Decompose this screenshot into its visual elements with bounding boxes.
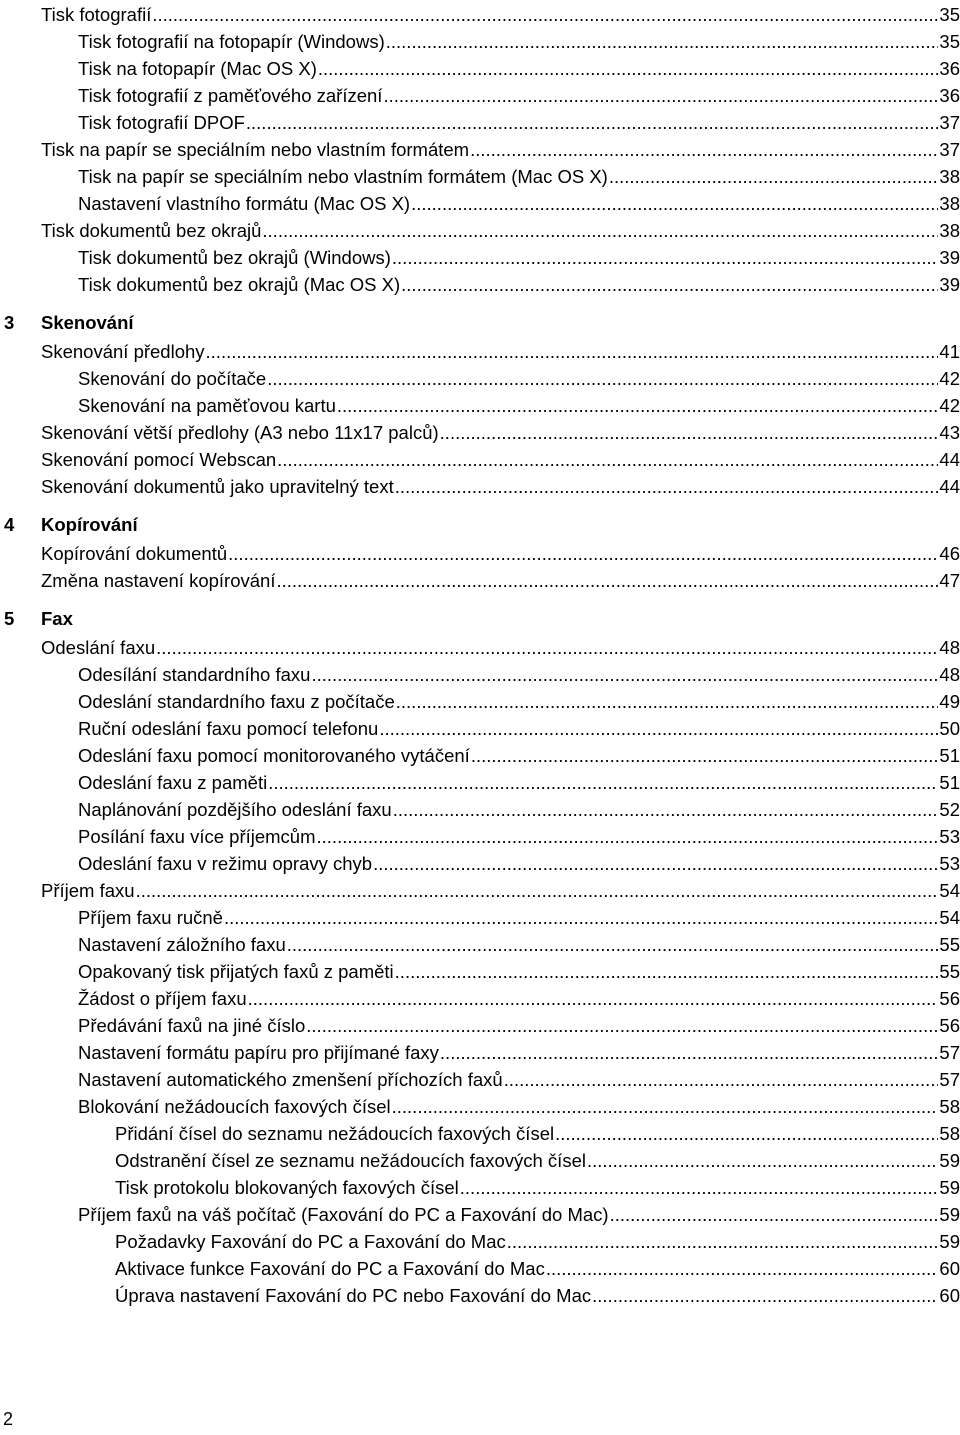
toc-entry-title: Příjem faxů na váš počítač (Faxování do PC a Faxování do Mac) <box>78 1204 609 1225</box>
toc-entry-title: Skenování větší předlohy (A3 nebo 11x17 palců) <box>41 422 439 443</box>
dot-leader <box>318 55 939 82</box>
toc-entry-title: Nastavení formátu papíru pro přijímané faxy <box>78 1042 439 1063</box>
dot-leader <box>373 850 938 877</box>
toc-entry[interactable] <box>0 715 960 742</box>
toc-entry-page: 55 <box>939 934 960 955</box>
chapter-title: Kopírování <box>41 514 138 535</box>
dot-leader <box>411 190 938 217</box>
toc-entry-title: Tisk fotografií <box>41 4 152 25</box>
toc-entry-page: 57 <box>939 1069 960 1090</box>
toc-entry-title: Blokování nežádoucích faxových čísel <box>78 1096 391 1117</box>
toc-entry[interactable] <box>0 419 960 446</box>
toc-entry-page: 60 <box>939 1285 960 1306</box>
toc-entry[interactable] <box>0 904 960 931</box>
toc-entry[interactable] <box>0 392 960 419</box>
toc-entry-title: Tisk fotografií z paměťového zařízení <box>78 85 383 106</box>
toc-entry[interactable] <box>0 1174 960 1201</box>
toc-entry[interactable] <box>0 985 960 1012</box>
toc-entry-title: Odeslání faxu <box>41 637 156 658</box>
toc-entry-title: Tisk na papír se speciálním nebo vlastním formátem (Mac OS X) <box>78 166 608 187</box>
toc-entry[interactable] <box>0 1093 960 1120</box>
toc-entry-title: Skenování dokumentů jako upravitelný text <box>41 476 394 497</box>
toc-entry-title: Odeslání faxu pomocí monitorovaného vytáčení <box>78 745 470 766</box>
toc-entry-page: 36 <box>939 85 960 106</box>
chapter-heading <box>0 308 960 338</box>
dot-leader <box>262 217 938 244</box>
toc-entry-title: Tisk fotografií DPOF <box>78 112 245 133</box>
toc-entry[interactable] <box>0 1282 960 1309</box>
toc-entry[interactable] <box>0 742 960 769</box>
toc-entry-page: 48 <box>939 637 960 658</box>
toc-entry[interactable] <box>0 1120 960 1147</box>
dot-leader <box>228 540 938 567</box>
toc-entry[interactable] <box>0 540 960 567</box>
dot-leader <box>546 1255 939 1282</box>
toc-entry[interactable] <box>0 136 960 163</box>
toc-entry-page: 42 <box>939 395 960 416</box>
toc-entry[interactable] <box>0 1228 960 1255</box>
toc-entry[interactable] <box>0 244 960 271</box>
dot-leader <box>470 136 938 163</box>
chapter-heading <box>0 604 960 634</box>
toc-entry-page: 38 <box>939 193 960 214</box>
toc-entry-page: 57 <box>939 1042 960 1063</box>
dot-leader <box>609 163 939 190</box>
toc-entry-title: Odeslání faxu v režimu opravy chyb <box>78 853 373 874</box>
toc-entry[interactable] <box>0 688 960 715</box>
toc-entry-page: 52 <box>939 799 960 820</box>
toc-entry-title: Požadavky Faxování do PC a Faxování do Mac <box>115 1231 506 1252</box>
toc-entry[interactable] <box>0 931 960 958</box>
dot-leader <box>136 877 939 904</box>
toc-entry[interactable] <box>0 1 960 28</box>
toc-entry-title: Aktivace funkce Faxování do PC a Faxování do Mac <box>115 1258 545 1279</box>
toc-entry[interactable] <box>0 446 960 473</box>
toc-entry-page: 47 <box>939 570 960 591</box>
toc-entry-page: 56 <box>939 988 960 1009</box>
toc-entry-title: Tisk dokumentů bez okrajů <box>41 220 262 241</box>
toc-entry-title: Nastavení vlastního formátu (Mac OS X) <box>78 193 411 214</box>
toc-entry-page: 39 <box>939 247 960 268</box>
toc-entry-page: 49 <box>939 691 960 712</box>
toc-entry[interactable] <box>0 473 960 500</box>
toc-entry[interactable] <box>0 338 960 365</box>
table-of-contents <box>0 1 960 1309</box>
toc-entry[interactable] <box>0 850 960 877</box>
toc-entry[interactable] <box>0 1012 960 1039</box>
dot-leader <box>386 28 939 55</box>
toc-entry[interactable] <box>0 190 960 217</box>
toc-entry-page: 60 <box>939 1258 960 1279</box>
toc-entry-title: Příjem faxu <box>41 880 135 901</box>
chapter-heading <box>0 510 960 540</box>
toc-entry[interactable] <box>0 163 960 190</box>
toc-entry[interactable] <box>0 1066 960 1093</box>
dot-leader <box>395 473 939 500</box>
toc-entry-title: Odeslání standardního faxu z počítače <box>78 691 395 712</box>
toc-entry[interactable] <box>0 1147 960 1174</box>
dot-leader <box>392 244 939 271</box>
toc-entry-title: Skenování pomocí Webscan <box>41 449 277 470</box>
toc-entry-title: Tisk na papír se speciálním nebo vlastním formátem <box>41 139 470 160</box>
dot-leader <box>311 661 938 688</box>
dot-leader <box>267 365 938 392</box>
toc-entry[interactable] <box>0 82 960 109</box>
dot-leader <box>395 958 939 985</box>
toc-entry[interactable] <box>0 217 960 244</box>
toc-entry-title: Nastavení záložního faxu <box>78 934 286 955</box>
toc-entry-page: 44 <box>939 449 960 470</box>
dot-leader <box>504 1066 939 1093</box>
toc-entry-title: Tisk dokumentů bez okrajů (Windows) <box>78 247 391 268</box>
toc-entry-page: 51 <box>939 772 960 793</box>
toc-entry-title: Tisk fotografií na fotopapír (Windows) <box>78 31 385 52</box>
toc-entry-title: Předávání faxů na jiné číslo <box>78 1015 306 1036</box>
toc-entry[interactable] <box>0 365 960 392</box>
toc-entry-page: 53 <box>939 853 960 874</box>
toc-entry-page: 44 <box>939 476 960 497</box>
toc-entry-page: 35 <box>939 4 960 25</box>
toc-entry-page: 35 <box>939 31 960 52</box>
toc-entry-page: 51 <box>939 745 960 766</box>
toc-entry-page: 53 <box>939 826 960 847</box>
toc-entry-title: Žádost o příjem faxu <box>78 988 247 1009</box>
toc-entry[interactable] <box>0 661 960 688</box>
dot-leader <box>206 338 939 365</box>
page-number: 2 <box>3 1409 14 1429</box>
toc-entry-page: 38 <box>939 166 960 187</box>
toc-entry-title: Tisk protokolu blokovaných faxových čísel <box>115 1177 459 1198</box>
toc-entry-page: 59 <box>939 1177 960 1198</box>
toc-entry-title: Skenování předlohy <box>41 341 205 362</box>
dot-leader <box>306 1012 938 1039</box>
chapter-title: Skenování <box>41 312 134 333</box>
toc-entry-page: 58 <box>939 1096 960 1117</box>
dot-leader <box>277 446 938 473</box>
dot-leader <box>246 109 939 136</box>
dot-leader <box>440 1039 939 1066</box>
dot-leader <box>471 742 939 769</box>
dot-leader <box>268 769 938 796</box>
toc-entry-title: Tisk na fotopapír (Mac OS X) <box>78 58 317 79</box>
chapter-number: 4 <box>4 514 15 535</box>
dot-leader <box>379 715 938 742</box>
toc-entry[interactable] <box>0 1255 960 1282</box>
toc-entry-title: Naplánování pozdějšího odeslání faxu <box>78 799 392 820</box>
toc-entry-page: 55 <box>939 961 960 982</box>
toc-entry[interactable] <box>0 271 960 298</box>
toc-entry[interactable] <box>0 109 960 136</box>
toc-entry-page: 41 <box>939 341 960 362</box>
dot-leader <box>317 823 939 850</box>
dot-leader <box>248 985 939 1012</box>
toc-entry-page: 36 <box>939 58 960 79</box>
dot-leader <box>555 1120 938 1147</box>
chapter-number: 3 <box>4 312 15 333</box>
toc-entry-title: Přidání čísel do seznamu nežádoucích faxových čísel <box>115 1123 555 1144</box>
dot-leader <box>224 904 938 931</box>
toc-entry[interactable] <box>0 1039 960 1066</box>
dot-leader <box>337 392 939 419</box>
toc-entry[interactable] <box>0 634 960 661</box>
toc-entry-page: 50 <box>939 718 960 739</box>
toc-entry-title: Skenování do počítače <box>78 368 267 389</box>
toc-entry-page: 54 <box>939 880 960 901</box>
dot-leader <box>587 1147 938 1174</box>
toc-entry[interactable] <box>0 28 960 55</box>
toc-entry[interactable] <box>0 55 960 82</box>
toc-entry-title: Odeslání faxu z paměti <box>78 772 268 793</box>
toc-entry-title: Odstranění čísel ze seznamu nežádoucích faxových čísel <box>115 1150 586 1171</box>
toc-entry-page: 37 <box>939 139 960 160</box>
toc-entry-page: 59 <box>939 1231 960 1252</box>
toc-entry-title: Příjem faxu ručně <box>78 907 223 928</box>
toc-entry-title: Ruční odeslání faxu pomocí telefonu <box>78 718 379 739</box>
chapter-title: Fax <box>41 608 73 629</box>
toc-entry-title: Tisk dokumentů bez okrajů (Mac OS X) <box>78 274 401 295</box>
toc-entry-title: Odesílání standardního faxu <box>78 664 311 685</box>
dot-leader <box>440 419 939 446</box>
toc-entry[interactable] <box>0 567 960 594</box>
dot-leader <box>383 82 938 109</box>
toc-entry-page: 59 <box>939 1204 960 1225</box>
toc-entry-title: Změna nastavení kopírování <box>41 570 276 591</box>
chapter-number: 5 <box>4 608 15 629</box>
dot-leader <box>392 1093 939 1120</box>
toc-entry-page: 56 <box>939 1015 960 1036</box>
toc-entry-title: Posílání faxu více příjemcům <box>78 826 316 847</box>
dot-leader <box>393 796 939 823</box>
dot-leader <box>276 567 938 594</box>
toc-entry-title: Úprava nastavení Faxování do PC nebo Faxování do Mac <box>115 1285 592 1306</box>
toc-entry-page: 58 <box>939 1123 960 1144</box>
dot-leader <box>156 634 938 661</box>
dot-leader <box>287 931 939 958</box>
toc-entry-page: 39 <box>939 274 960 295</box>
dot-leader <box>401 271 938 298</box>
toc-entry-page: 38 <box>939 220 960 241</box>
toc-entry-page: 37 <box>939 112 960 133</box>
dot-leader <box>507 1228 939 1255</box>
toc-entry-title: Kopírování dokumentů <box>41 543 228 564</box>
toc-entry[interactable] <box>0 769 960 796</box>
toc-entry-title: Opakovaný tisk přijatých faxů z paměti <box>78 961 394 982</box>
toc-entry-page: 43 <box>939 422 960 443</box>
dot-leader <box>152 1 938 28</box>
toc-entry[interactable] <box>0 1201 960 1228</box>
dot-leader <box>396 688 939 715</box>
toc-entry-title: Skenování na paměťovou kartu <box>78 395 336 416</box>
toc-entry[interactable] <box>0 796 960 823</box>
dot-leader <box>460 1174 939 1201</box>
toc-entry-page: 59 <box>939 1150 960 1171</box>
toc-entry-title: Nastavení automatického zmenšení příchozích faxů <box>78 1069 503 1090</box>
toc-entry-page: 46 <box>939 543 960 564</box>
dot-leader <box>610 1201 939 1228</box>
toc-entry[interactable] <box>0 823 960 850</box>
toc-entry-page: 54 <box>939 907 960 928</box>
toc-entry-page: 48 <box>939 664 960 685</box>
toc-entry[interactable] <box>0 877 960 904</box>
toc-entry-page: 42 <box>939 368 960 389</box>
dot-leader <box>592 1282 938 1309</box>
toc-entry[interactable] <box>0 958 960 985</box>
